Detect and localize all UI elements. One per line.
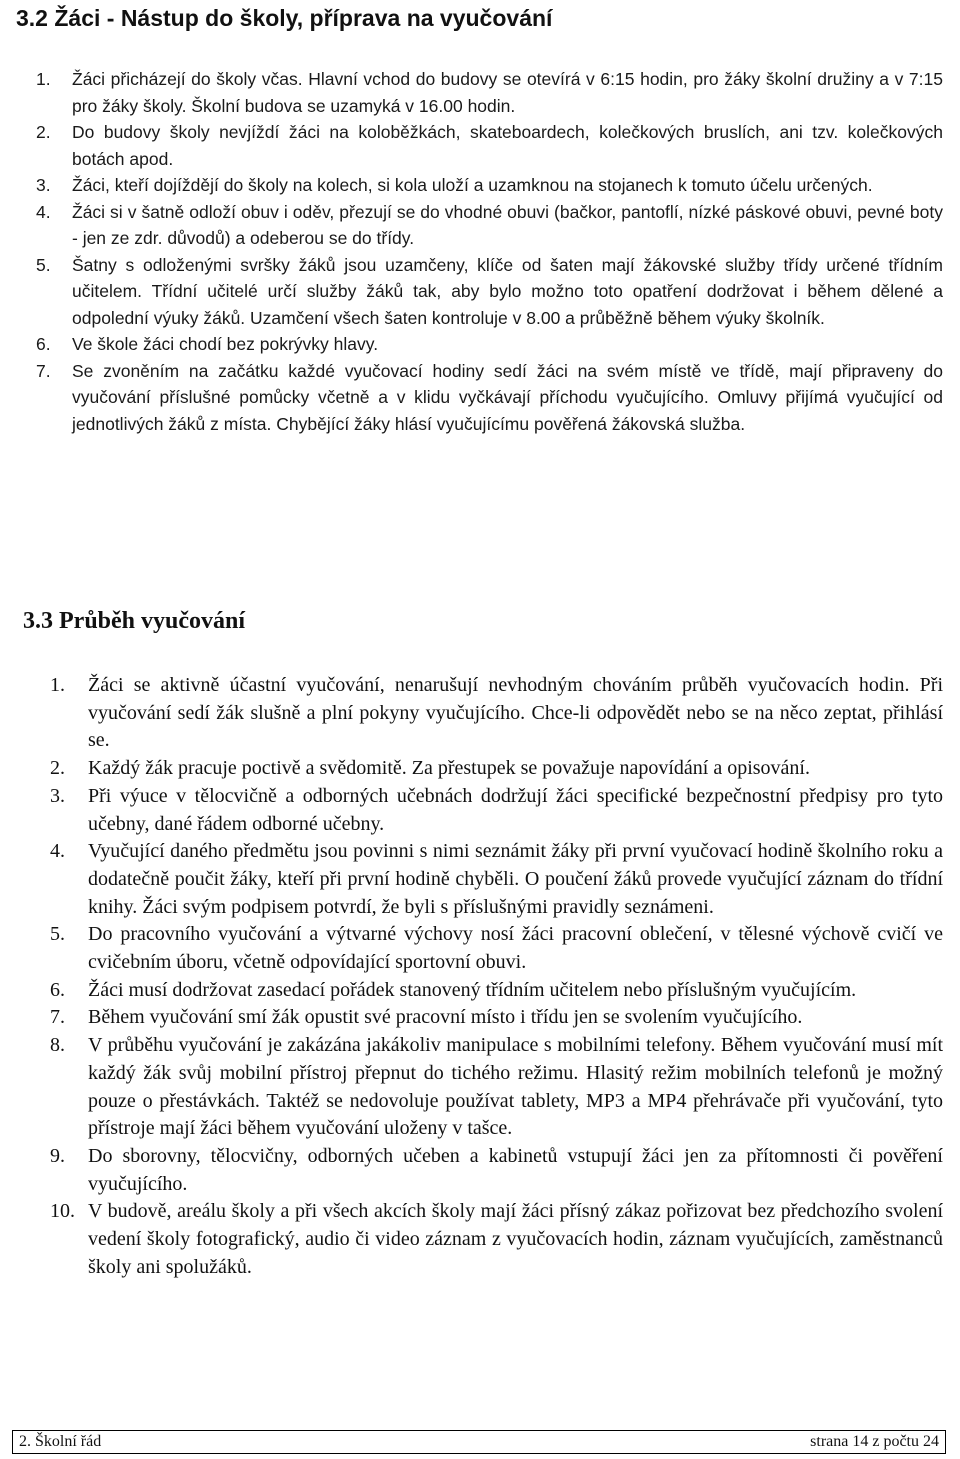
item-number: 2. bbox=[50, 757, 65, 780]
section-heading-3-2: 3.2 Žáci - Nástup do školy, příprava na vyučování bbox=[16, 5, 553, 31]
list-item bbox=[50, 1032, 943, 1143]
item-text: Žáci musí dodržovat zasedací pořádek stanovený třídním učitelem nebo příslušným vyučujícím. bbox=[88, 978, 857, 1001]
item-number: 9. bbox=[50, 1144, 65, 1167]
item-text: Do budovy školy nevjíždí žáci na koloběžkách, skateboardech, kolečkových bruslích, ani tzv. kolečkových botách apod. bbox=[72, 122, 943, 169]
list-item bbox=[50, 977, 943, 1005]
item-number: 4. bbox=[50, 840, 65, 863]
item-text: Žáci si v šatně odloží obuv i oděv, přezují se do vhodné obuvi (bačkor, pantoflí, nízké páskové obuvi, pevné boty - jen ze zdr. důvodů) a odeberou se do třídy. bbox=[72, 201, 943, 248]
list-item bbox=[50, 783, 943, 838]
list-item bbox=[50, 672, 943, 755]
list-item bbox=[50, 1004, 943, 1032]
list-item bbox=[36, 358, 943, 438]
list-item bbox=[36, 331, 943, 358]
item-text: Každý žák pracuje poctivě a svědomitě. Za přestupek se považuje napovídání a opisování. bbox=[88, 757, 810, 780]
item-text: Se zvoněním na začátku každé vyučovací hodiny sedí žáci na svém místě ve třídě, mají připraveny do vyučování příslušné pomůcky včetně a v klidu vyčkávají příchodu vyučujícího. Omluvy přijímá vyučující od jednotlivých žáků z místa. Chybějící žáky hlásí vyučujícímu pověřená žákovská služba. bbox=[72, 360, 943, 434]
list-item bbox=[50, 1198, 943, 1281]
list-item bbox=[36, 119, 943, 172]
item-number: 3. bbox=[50, 784, 65, 807]
list-item bbox=[50, 838, 943, 921]
section-3-2-list bbox=[36, 66, 943, 437]
section-3-3-list bbox=[50, 672, 943, 1281]
item-number: 6. bbox=[36, 334, 51, 354]
item-text: Ve škole žáci chodí bez pokrývky hlavy. bbox=[72, 334, 379, 354]
item-number: 6. bbox=[50, 978, 65, 1001]
list-item bbox=[50, 1143, 943, 1198]
item-text: Do pracovního vyučování a výtvarné výchovy nosí žáci pracovní oblečení, v tělesné výchově cvičí ve cvičebním úboru, včetně odpovídající sportovní obuvi. bbox=[88, 923, 943, 974]
page-footer bbox=[12, 1430, 946, 1454]
list-item bbox=[36, 172, 943, 199]
item-text: Šatny s odloženými svršky žáků jsou uzamčeny, klíče od šaten mají žákovské služby třídy určené třídním učitelem. Třídní učitelé určí služby žáků tak, aby bylo možno toto opatření dodržovat i během dělené a odpolední výuky žáků. Uzamčení všech šaten kontroluje v 8.00 a průběžně během výuky školník. bbox=[72, 254, 943, 328]
section-heading-3-3: 3.3 Průběh vyučování bbox=[23, 608, 246, 634]
item-number: 8. bbox=[50, 1034, 65, 1057]
list-item bbox=[36, 199, 943, 252]
item-number: 1. bbox=[50, 674, 65, 696]
item-text: Žáci, kteří dojíždějí do školy na kolech, si kola uloží a uzamknou na stojanech k tomuto účelu určených. bbox=[72, 175, 873, 195]
list-item bbox=[36, 66, 943, 119]
list-item bbox=[50, 755, 943, 783]
item-text: Při výuce v tělocvičně a odborných učebnách dodržují žáci specifické bezpečnostní předpisy pro tyto učebny, dané řádem odborné učebny. bbox=[88, 784, 943, 835]
item-number: 4. bbox=[36, 201, 51, 222]
item-text: Během vyučování smí žák opustit své pracovní místo i třídu jen se svolením vyučujícího. bbox=[88, 1006, 803, 1029]
footer-document-name: 2. Školní řád bbox=[19, 1433, 102, 1450]
item-number: 1. bbox=[36, 69, 51, 89]
item-number: 2. bbox=[36, 122, 51, 142]
item-number: 7. bbox=[50, 1006, 65, 1029]
list-item bbox=[50, 921, 943, 976]
item-text: Žáci se aktivně účastní vyučování, nenarušují nevhodným chováním průběh vyučovacích hodin. Při vyučování sedí žák slušně a plní pokyny vyučujícího. Chce-li odpovědět nebo se na něco zeptat, přihlásí se. bbox=[88, 674, 943, 752]
item-number: 5. bbox=[36, 254, 51, 275]
list-item bbox=[36, 252, 943, 332]
item-number: 7. bbox=[36, 360, 51, 381]
footer-page-number: strana 14 z počtu 24 bbox=[810, 1433, 939, 1450]
item-text: V průběhu vyučování je zakázána jakákoliv manipulace s mobilními telefony. Během vyučování musí mít každý žák svůj mobilní přístroj přepnut do tichého režimu. Hlasitý režim mobilních telefonů je možný pouze o přestávkách. Taktéž se nedovoluje používat tablety, MP3 a MP4 přehrávače při vyučování, tyto přístroje mají žáci během vyučování uloženy v tašce. bbox=[88, 1034, 943, 1140]
item-number: 5. bbox=[50, 923, 65, 946]
item-text: Vyučující daného předmětu jsou povinni s nimi seznámit žáky při první vyučovací hodině školního roku a dodatečně poučit žáky, kteří při první hodině chyběli. O poučení žáků provede vyučující záznam do třídní knihy. Žáci svým podpisem potvrdí, že byli s příslušnými pravidly seznámeni. bbox=[88, 840, 943, 918]
item-text: Žáci přicházejí do školy včas. Hlavní vchod do budovy se otevírá v 6:15 hodin, pro žáky školní družiny a v 7:15 pro žáky školy. Školní budova se uzamyká v 16.00 hodin. bbox=[72, 69, 943, 116]
item-text: Do sborovny, tělocvičny, odborných učeben a kabinetů vstupují žáci jen za přítomnosti či pověření vyučujícího. bbox=[88, 1144, 943, 1195]
item-text: V budově, areálu školy a při všech akcích školy mají žáci přísný zákaz pořizovat bez předchozího svolení vedení školy fotografický, audio či video záznam z vyučovacích hodin, záznam vyučujících, zaměstnanců školy ani spolužáků. bbox=[88, 1200, 943, 1278]
item-number: 10. bbox=[50, 1200, 75, 1223]
item-number: 3. bbox=[36, 175, 51, 195]
